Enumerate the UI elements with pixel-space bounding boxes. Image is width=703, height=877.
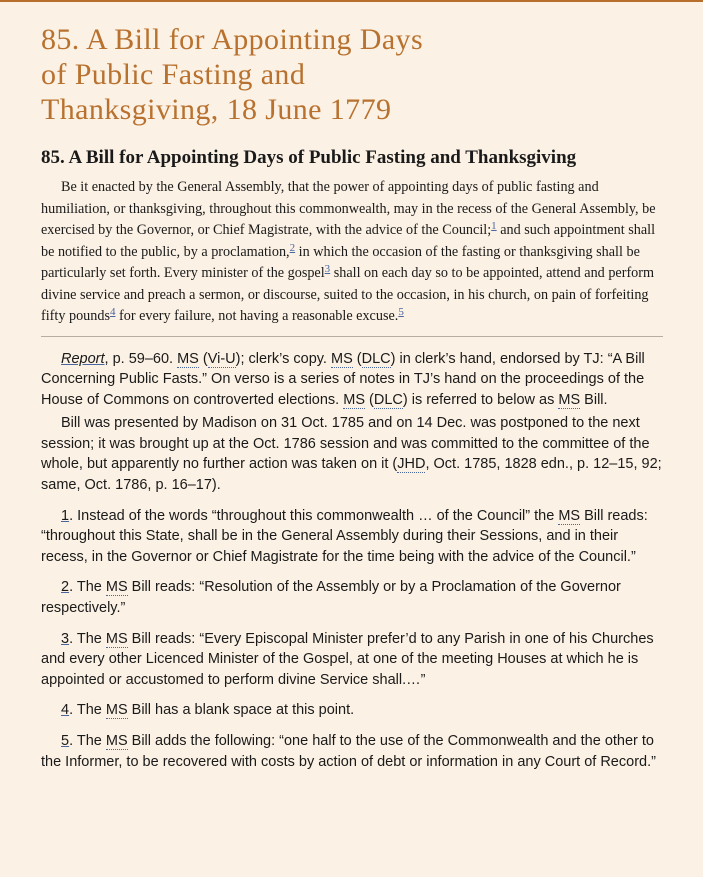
source-text: ( (352, 350, 362, 367)
footnote-5-number[interactable]: 5 (61, 733, 70, 749)
document-page (41, 22, 663, 772)
history-note (41, 413, 663, 495)
abbr-ms[interactable]: MS (105, 579, 128, 596)
footnote-2-number[interactable]: 2 (61, 579, 70, 596)
abbr-ms[interactable]: MS (558, 507, 581, 524)
abbr-ms[interactable]: MS (343, 391, 365, 408)
bill-heading: 85. A Bill for Appointing Days of Public Fasting and Thanksgiving (41, 147, 577, 168)
footnote-link-5[interactable]: 5 (398, 306, 404, 318)
footnote-text: Bill adds the following: “one half to the use of the Commonwealth and the other to the Informer, to be recovered with costs by action of debt or information in any Court of Record.” (41, 733, 656, 770)
footnote-text: Bill reads: “throughout this State, shall be in the General Assembly during their Sessions, and in their recess, in the Governor or Chief Magistrate for the time being with the advice of the Council.” (41, 507, 648, 565)
abbr-ms[interactable]: MS (105, 702, 128, 719)
footnote-text: . The (69, 630, 106, 647)
source-text: , p. 59–60. (104, 350, 178, 367)
abbr-ms[interactable]: MS (177, 350, 199, 367)
source-text: ( (198, 350, 208, 367)
page-title (41, 22, 663, 127)
footnote-text: . The (69, 733, 106, 749)
abbr-vi-u[interactable]: Vi-U (207, 350, 236, 367)
footnote-4 (41, 700, 663, 721)
footnote-text: . The (69, 702, 106, 719)
top-accent-rule (0, 0, 703, 2)
footnote-1 (41, 506, 663, 568)
footnote-3-number[interactable]: 3 (61, 630, 70, 647)
abbr-jhd[interactable]: JHD (397, 456, 426, 473)
bill-text-segment: and such appointment shall be notified to the public, by a proclamation, (41, 222, 656, 260)
footnote-5 (41, 731, 663, 772)
section-divider (41, 336, 663, 337)
footnote-4-number[interactable]: 4 (61, 702, 70, 719)
footnote-3 (41, 629, 663, 691)
page-title-line-3: Thanksgiving, 18 June 1779 (41, 93, 392, 126)
report-link[interactable]: Report (61, 350, 105, 367)
bill-text-segment: shall on each day so to be appointed, attend and perform divine service and preach a sermon, or discourse, suited to the occasion, in his church, on pain of forfeiting fifty pounds (41, 265, 655, 324)
footnote-text: Bill has a blank space at this point. (127, 702, 355, 719)
source-note (41, 349, 663, 411)
history-text: , Oct. 1785, 1828 edn., p. 12–15, 92; same, Oct. 1786, p. 16–17). (41, 456, 662, 494)
abbr-ms[interactable]: MS (105, 733, 128, 749)
abbr-ms[interactable]: MS (331, 350, 353, 367)
page-title-line-2: of Public Fasting and (41, 58, 306, 91)
history-text: Bill was presented by Madison on 31 Oct. 1785 and on 14 Dec. was postponed to the next session; it was brought up at the Oct. 1786 session and was committed to the committee of the whole, but apparently no further action was taken on it ( (41, 415, 650, 473)
abbr-ms[interactable]: MS (558, 391, 581, 408)
footnote-2 (41, 577, 663, 618)
page-title-line-1: 85. A Bill for Appointing Days (41, 23, 424, 56)
footnote-link-1[interactable]: 1 (491, 220, 497, 232)
footnote-text: . Instead of the words “throughout this commonwealth … of the Council” the (69, 507, 559, 524)
footnote-link-2[interactable]: 2 (289, 241, 296, 254)
bill-text-segment: Be it enacted by the General Assembly, that the power of appointing days of public fasting and humiliation, or thanksgiving, throughout this commonwealth, may in the recess of the General Assembly, be exercised by the Governor, or Chief Magistrate, with the advice of the Council; (41, 179, 656, 238)
source-text: ); clerk’s copy. (235, 350, 331, 367)
footnote-text: Bill reads: “Every Episcopal Minister prefer’d to any Parish in one of his Churches and every other Licenced Minister of the Gospel, at one of the meeting Houses at which he is appointed or accustomed to perform divine Service shall.…” (41, 630, 654, 688)
abbr-ms[interactable]: MS (105, 630, 128, 647)
footnote-text: . The (69, 579, 106, 596)
footnote-1-number[interactable]: 1 (61, 507, 70, 524)
source-text: ( (364, 391, 374, 408)
bill-text (41, 177, 663, 328)
footnote-link-4[interactable]: 4 (109, 306, 116, 318)
editorial-notes (41, 349, 663, 773)
source-text: ) in clerk’s hand, endorsed by TJ: “A Bill Concerning Public Fasts.” On verso is a series of notes in TJ’s hand on the proceedings of the House of Commons on controverted elections. (41, 350, 645, 408)
bill-text-segment: in which the occasion of the fasting or thanksgiving shall be particularly set forth. Every minister of the gospel (41, 243, 640, 281)
bill-text-segment: for every failure, not having a reasonable excuse. (115, 308, 399, 324)
abbr-dlc[interactable]: DLC (373, 391, 403, 408)
source-text: ) is referred to below as (402, 391, 559, 408)
footnote-text: Bill reads: “Resolution of the Assembly or by a Proclamation of the Governor respectively.” (41, 579, 621, 617)
abbr-dlc[interactable]: DLC (361, 350, 391, 367)
footnote-link-3[interactable]: 3 (324, 263, 331, 275)
source-text: Bill. (580, 391, 608, 408)
